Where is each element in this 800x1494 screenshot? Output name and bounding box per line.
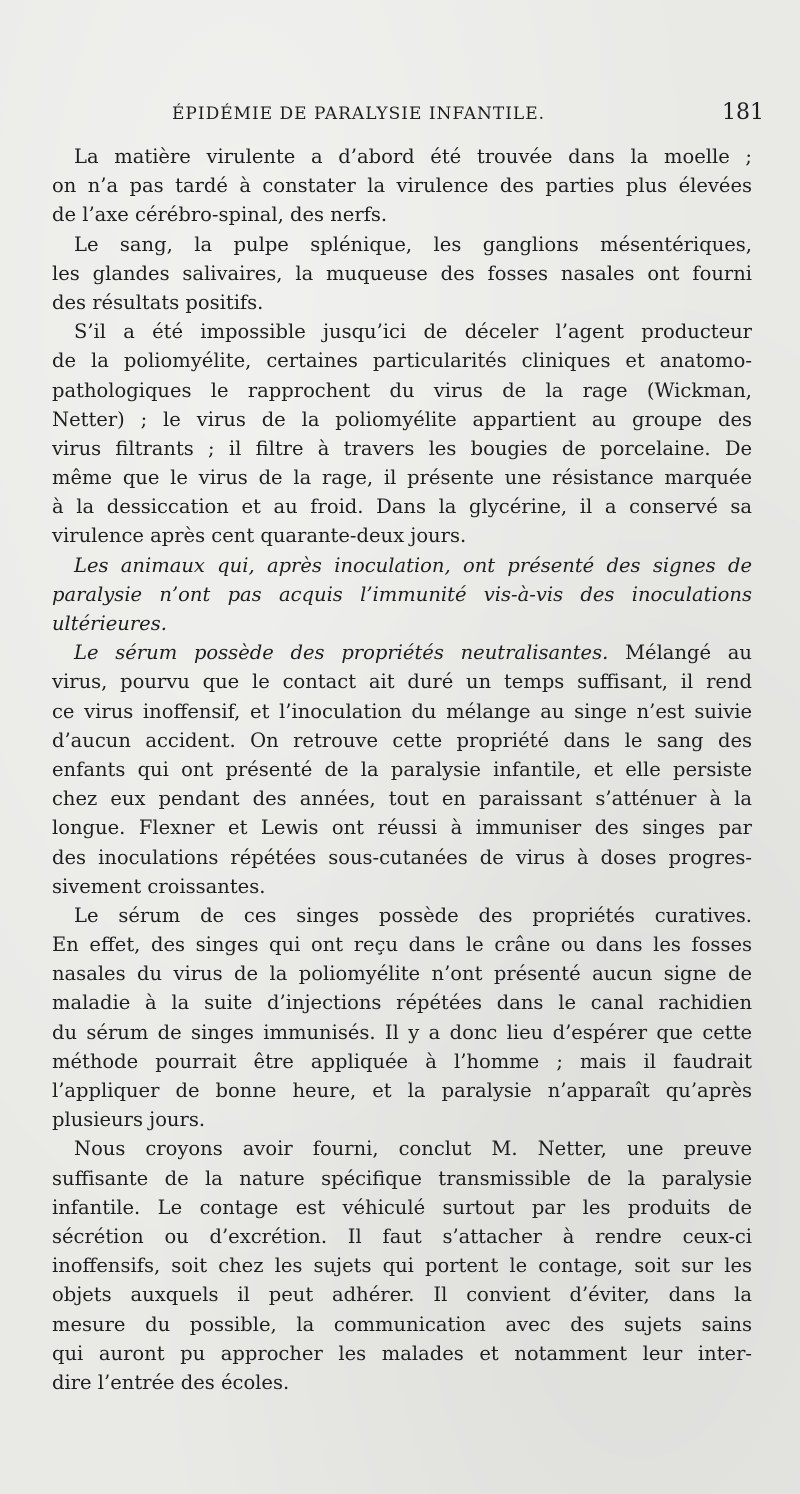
running-title: ÉPIDÉMIE DE PARALYSIE INFANTILE. (172, 104, 546, 124)
paragraph-line: des inoculations répétées sous-cutanées de virus à doses progres- (52, 845, 752, 869)
paragraph-line: Le sérum de ces singes possède des propriétés curatives. (74, 903, 752, 927)
paragraph-line: enfants qui ont présenté de la paralysie infantile, et elle persiste (52, 757, 752, 781)
paragraph-line: qui auront pu approcher les malades et notamment leur inter- (52, 1341, 752, 1365)
paragraph-line: l’appliquer de bonne heure, et la paralysie n’apparaît qu’après (52, 1079, 752, 1102)
body-text (52, 142, 752, 1397)
paragraph-line: maladie à la suite d’injections répétées dans le canal rachidien (52, 991, 752, 1015)
paragraph-line: nasales du virus de la poliomyélite n’ont présenté aucun signe de (52, 962, 752, 986)
paragraph-line: pathologiques le rapprochent du virus de la rage (Wickman, (52, 378, 752, 402)
paragraph-line: objets auxquels il peut adhérer. Il convient d’éviter, dans la (52, 1283, 752, 1307)
paragraph-line: sivement croissantes. (52, 874, 266, 898)
page-number: 181 (722, 100, 764, 125)
running-head (52, 100, 764, 130)
paragraph-line: infantile. Le contage est véhiculé surtout par les produits de (52, 1195, 752, 1219)
paragraph-line: plusieurs jours. (52, 1108, 206, 1132)
paragraph-line: méthode pourrait être appliquée à l’homme ; mais il faudrait (52, 1049, 752, 1073)
paragraph-line: virus filtrants ; il filtre à travers les bougies de porcelaine. De (52, 436, 752, 460)
paragraph-line: ce virus inoffensif, et l’inoculation du mélange au singe n’est suivie (52, 699, 752, 723)
paragraph-line: les glandes salivaires, la muqueuse des fosses nasales ont fourni (52, 261, 752, 285)
paragraph-line: de l’axe cérébro-spinal, des nerfs. (52, 203, 388, 227)
paragraph-line: longue. Flexner et Lewis ont réussi à immuniser des singes par (52, 816, 752, 840)
paragraph-line: inoffensifs, soit chez les sujets qui portent le contage, soit sur les (52, 1254, 752, 1278)
paragraph-line: virulence après cent quarante-deux jours. (52, 524, 467, 548)
paragraph-line: d’aucun accident. On retrouve cette propriété dans le sang des (52, 728, 752, 752)
paragraph-line: La matière virulente a d’abord été trouvée dans la moelle ; (74, 145, 752, 168)
mixed-line (52, 638, 752, 667)
paragraph-line: Netter) ; le virus de la poliomyélite appartient au groupe des (52, 407, 752, 431)
paragraph-line: à la dessiccation et au froid. Dans la glycérine, il a conservé sa (52, 495, 752, 519)
paragraph-line: suffisante de la nature spécifique transmissible de la paralysie (52, 1166, 752, 1190)
paragraph-line: des résultats positifs. (52, 290, 264, 314)
paragraph-line: même que le virus de la rage, il présente une résistance marquée (52, 466, 752, 490)
paragraph-line: virus, pourvu que le contact ait duré un temps suffisant, il rend (52, 670, 752, 694)
italic-lead: Le sérum possède des propriétés neutralisantes. (74, 641, 609, 665)
paragraph-line: Le sang, la pulpe splénique, les ganglions mésentériques, (74, 232, 752, 256)
paragraph-line: En effet, des singes qui ont reçu dans le crâne ou dans les fosses (52, 933, 752, 957)
italic-line: ultérieures. (52, 612, 167, 635)
italic-line: Les animaux qui, après inoculation, ont présenté des signes de (74, 553, 752, 577)
paragraph-line: dire l’entrée des écoles. (52, 1370, 290, 1394)
paragraph-line: on n’a pas tardé à constater la virulence des parties plus élevées (52, 174, 752, 198)
line-continuation: Mélangé au (608, 641, 752, 665)
paragraph-line: chez eux pendant des années, tout en paraissant s’atténuer à la (52, 787, 752, 811)
paragraph-line: sécrétion ou d’excrétion. Il faut s’attacher à rendre ceux-ci (52, 1224, 752, 1248)
paragraph-line: du sérum de singes immunisés. Il y a donc lieu d’espérer que cette (52, 1020, 752, 1044)
paragraph-line: Nous croyons avoir fourni, conclut M. Netter, une preuve (74, 1137, 752, 1161)
italic-line: paralysie n’ont pas acquis l’immunité vis-à-vis des inoculations (52, 582, 752, 606)
paragraph-line: mesure du possible, la communication avec des sujets sains (52, 1312, 752, 1336)
paragraph-line: S’il a été impossible jusqu’ici de déceler l’agent producteur (74, 320, 752, 344)
paragraph-line: de la poliomyélite, certaines particularités cliniques et anatomo- (52, 349, 752, 373)
